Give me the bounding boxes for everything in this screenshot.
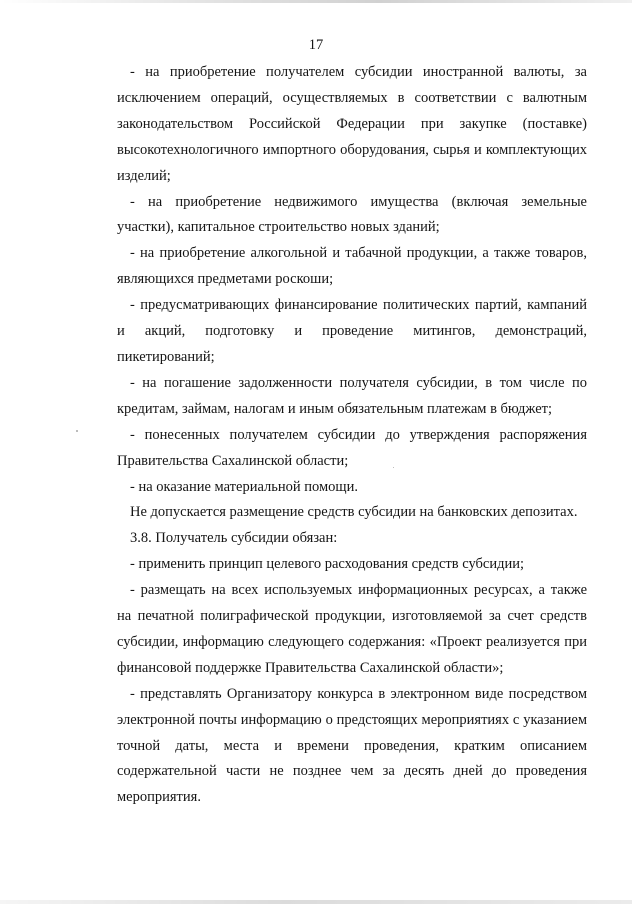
- paragraph-political-financing: - предусматривающих финансирование политических партий, кампаний и акций, подготовку и проведение митингов, демонстраций, пикетирований;: [117, 297, 587, 365]
- paragraph-expenses-before-order: - понесенных получателем субсидии до утверждения распоряжения Правительства Сахалинской области;: [117, 426, 587, 469]
- page-number: 17: [308, 37, 324, 53]
- paragraph-bank-deposits: Не допускается размещение средств субсидии на банковских депозитах.: [130, 504, 578, 521]
- scan-speck: [76, 430, 78, 432]
- scan-edge-top: [0, 0, 632, 3]
- paragraph-foreign-currency: - на приобретение получателем субсидии иностранной валюты, за исключением операций, осуществляемых в соответствии с валютным законодательством Российской Федерации при закупке (поставке) высокотехнологичного импортного оборудования, сырья и комплектующих изделий;: [117, 64, 587, 184]
- paragraph-debt-repayment: - на погашение задолженности получателя субсидии, в том числе по кредитам, займам, налогам и иным обязательным платежам в бюджет;: [117, 374, 587, 417]
- scan-edge-bottom: [0, 900, 632, 904]
- paragraph-alcohol-tobacco: - на приобретение алкогольной и табачной продукции, а также товаров, являющихся предметами роскоши;: [117, 245, 587, 288]
- scan-speck: [393, 467, 394, 468]
- paragraph-publication-notice: - размещать на всех используемых информационных ресурсах, а также на печатной полиграфической продукции, изготовляемой за счет средств субсидии, информацию следующего содержания: «Проект реализуется при финансовой поддержке Правительства Сахалинской области»;: [117, 582, 587, 676]
- section-heading-3-8: 3.8. Получатель субсидии обязан:: [130, 530, 338, 547]
- paragraph-targeted-spending: - применить принцип целевого расходования средств субсидии;: [130, 556, 525, 573]
- document-body: [117, 60, 587, 811]
- paragraph-material-aid: - на оказание материальной помощи.: [130, 478, 358, 495]
- paragraph-real-estate: - на приобретение недвижимого имущества (включая земельные участки), капитальное строительство новых зданий;: [117, 193, 587, 236]
- paragraph-event-reporting: - представлять Организатору конкурса в электронном виде посредством электронной почты информацию о предстоящих мероприятиях с указанием точной даты, места и времени проведения, кратким описанием содержательной части не позднее чем за десять дней до проведения мероприятия.: [117, 685, 587, 806]
